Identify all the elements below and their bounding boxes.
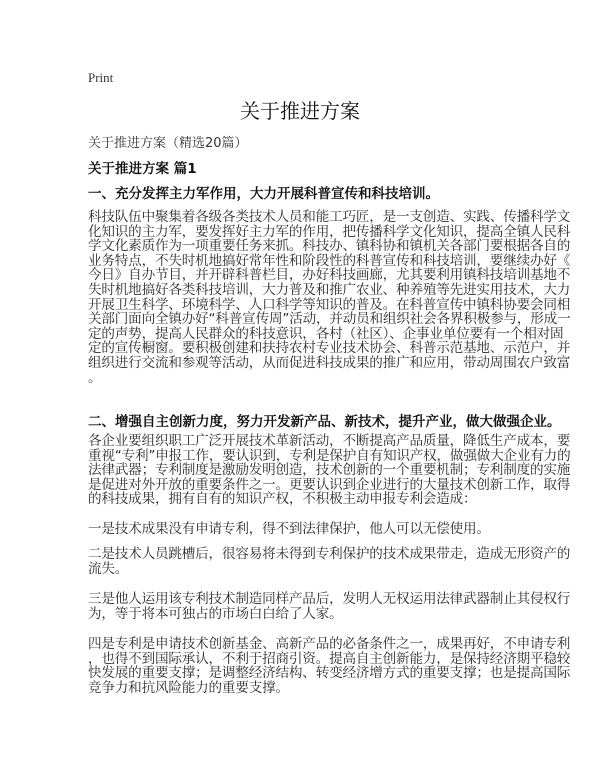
text-line: 法律武器；专利制度是激励发明创造，技术创新的一个重要机制；专利制度的实施	[88, 462, 571, 479]
paragraph-5	[88, 591, 571, 622]
text-line: 各企业要组织职工广泛开展技术革新活动，不断提高产品质量，降低生产成本，要	[88, 433, 571, 449]
text-line: 今日》自办节目，并开辟科普栏目，办好科技画廊，尤其要利用镇科技培训基地不	[88, 267, 571, 284]
text-line: 四是专利是申请技术创新基金、高新产品的必备条件之一，成果再好，不申请专利	[88, 636, 571, 652]
text-line: 重视“专利”申报工作，要认识到，专利是保护自有知识产权，做强做大企业有力的	[88, 447, 571, 464]
text-line: 一是技术成果没有申请专利，得不到法律保护，他人可以无偿使用。	[88, 521, 490, 537]
text-line: 业务特点，不失时机地搞好常年性和阶段性的科普宣传和科技培训，要继续办好《	[88, 252, 571, 269]
paragraph-6	[88, 636, 571, 696]
text-line: 。	[88, 369, 102, 386]
paragraph-3	[88, 522, 528, 537]
text-line: 科技队伍中聚集着各级各类技术人员和能工巧匠，是一支创造、实践、传播科学文	[88, 209, 571, 225]
text-line: 是促进对外开放的重要条件之一。更要认识到企业进行的大量技术创新工作，取得	[88, 476, 571, 493]
text-line: 快发展的重要支撑；是调整经济结构、转变经济增方式的重要支撑；也是提高国际	[88, 665, 571, 682]
text-line: 竞争力和抗风险能力的重要支撑。	[88, 679, 289, 696]
heading-1: 一、充分发挥主力军作用，大力开展科普宣传和科技培训。	[88, 186, 439, 202]
text-line: 二是技术人员跳槽后，很容易将未得到专利保护的技术成果带走，造成无形资产的	[88, 546, 571, 562]
text-line: 化知识的主力军，要发挥好主力军的作用，把传播科学文化知识，提高全镇人民科	[88, 223, 571, 240]
paragraph-1	[88, 209, 571, 386]
text-line: 关部门面向全镇办好“科普宣传周”活动，并动员和组织社会各界积极参与，形成一	[88, 311, 571, 328]
text-line: ，也得不到国际承认，不利于招商引资。提高自主创新能力，是保持经济期平稳较	[88, 650, 571, 667]
document-subtitle: 关于推进方案（精选20篇）	[88, 136, 248, 151]
text-line: 三是他人运用该专利技术制造同样产品后，发明人无权运用法律武器制止其侵权行	[88, 591, 571, 607]
text-line: 组织进行交流和参观等活动，从而促进科技成果的推广和应用，带动周围农户致富	[88, 354, 571, 371]
section-title: 关于推进方案 篇1	[88, 161, 197, 177]
text-line: 开展卫生科学、环境科学、人口科学等知识的普及。在科普宣传中镇科协要会同相	[88, 296, 571, 313]
text-line: 为，等于将本可独占的市场白白给了人家。	[88, 605, 343, 622]
text-line: 定的声势，提高人民群众的科技意识，各村（社区）、企事业单位要有一个相对固	[88, 325, 564, 342]
print-link[interactable]: Print	[88, 70, 114, 85]
text-line: 定的宣传橱窗。要积极创建和扶持农村专业技术协会、科普示范基地、示范户，并	[88, 340, 571, 357]
text-line: 流失。	[88, 560, 129, 577]
text-line: 的科技成果，拥有自有的知识产权，不积极主动申报专利会造成：	[88, 491, 477, 508]
page-title: 关于推进方案	[240, 99, 360, 123]
paragraph-2	[88, 433, 571, 508]
text-line: 失时机地搞好各类科技培训，大力普及和推广农业、种养殖等先进实用技术，大力	[88, 281, 571, 298]
paragraph-4	[88, 546, 571, 577]
text-line: 学文化素质作为一项重要任务来抓。科技办、镇科协和镇机关各部门要根据各自的	[88, 238, 571, 255]
heading-2: 二、增强自主创新力度，努力开发新产品、新技术，提升产业，做大做强企业。	[88, 414, 561, 430]
